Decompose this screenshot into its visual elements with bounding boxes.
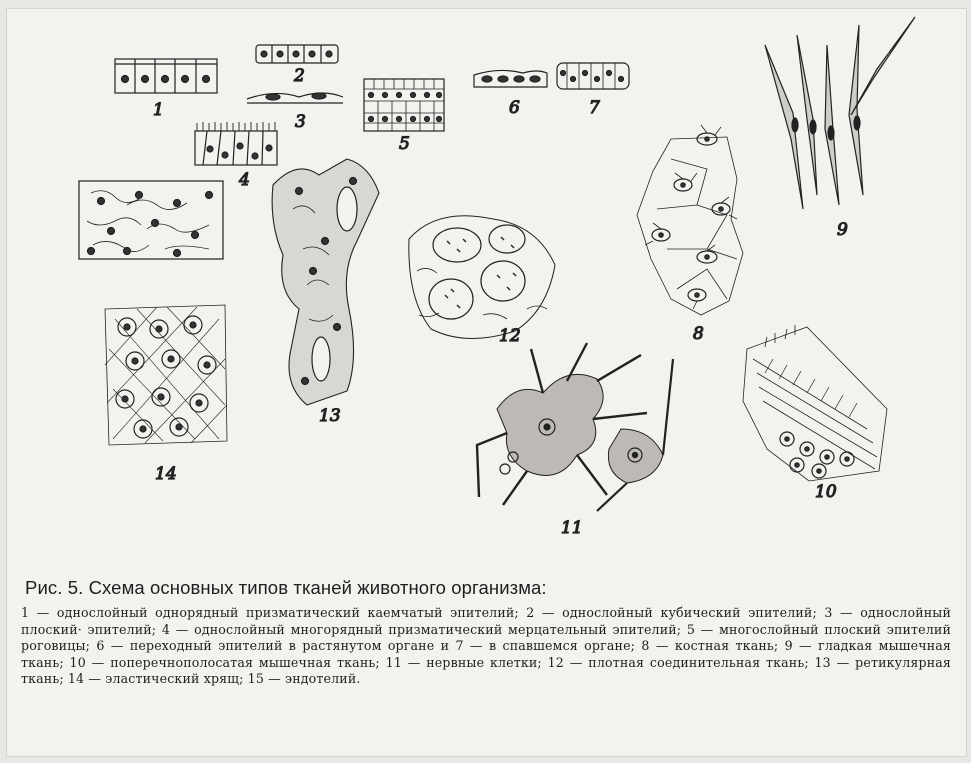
caption-title: Рис. 5. Схема основных типов тканей животного организма: [25,577,547,598]
label-3: 3 [295,112,306,132]
label-8: 8 [693,324,704,344]
label-1: 1 [153,100,164,120]
caption-body: 1 — однослойный однорядный призматический каемчатый эпителий; 2 — однослойный кубический эпителий; 3 — однослойный плоский· эпителий; 4 — однослойный многорядный призматический мерцательный эпителий; 5 — многослойный плоский эпителий роговицы; 6 — переходный эпителий в растянутом органе и 7 — в спавшемся органе; 8 — костная ткань; 9 — гладкая мышечная ткань; 10 — поперечнополосатая мышечная ткань; 11 — нервные клетки; 12 — плотная соединительная ткань; 13 — ретикулярная ткань; 14 — эластический хрящ; 15 — эндотелий. [21,605,951,687]
tissue-8-bone-tissue [637,125,743,315]
label-2: 2 [294,66,305,86]
tissue-13-reticular-tissue [272,159,379,405]
label-7: 7 [589,98,600,118]
label-14: 14 [155,464,177,484]
tissue-figure [7,9,966,574]
label-9: 9 [837,220,848,240]
tissue-10-striated-muscle [743,325,887,481]
label-5: 5 [399,134,410,154]
tissue-12-dense-connective [409,216,555,339]
tissue-4-ciliated-epithelium [195,122,277,165]
tissue-2-cuboidal-epithelium [256,45,338,63]
book-page [6,8,967,757]
label-11: 11 [561,518,583,538]
tissue-9-smooth-muscle [765,17,915,209]
label-4: 4 [239,170,250,190]
tissue-drawing [7,9,966,574]
tissue-5-stratified-epithelium [364,79,444,131]
label-10: 10 [815,482,837,502]
tissue-14-elastic-cartilage [105,305,227,445]
label-13: 13 [319,406,341,426]
label-12: 12 [499,326,521,346]
figure-caption [21,577,951,688]
tissue-7-transitional-collapsed [557,63,629,89]
tissue-3-squamous-epithelium [247,93,343,103]
tissue-6-transitional-stretched [474,70,547,87]
tissue-1-columnar-epithelium [115,59,217,93]
tissue-11-nerve-cells [477,343,673,511]
tissue-15-endothelium [79,181,223,259]
label-6: 6 [509,98,520,118]
